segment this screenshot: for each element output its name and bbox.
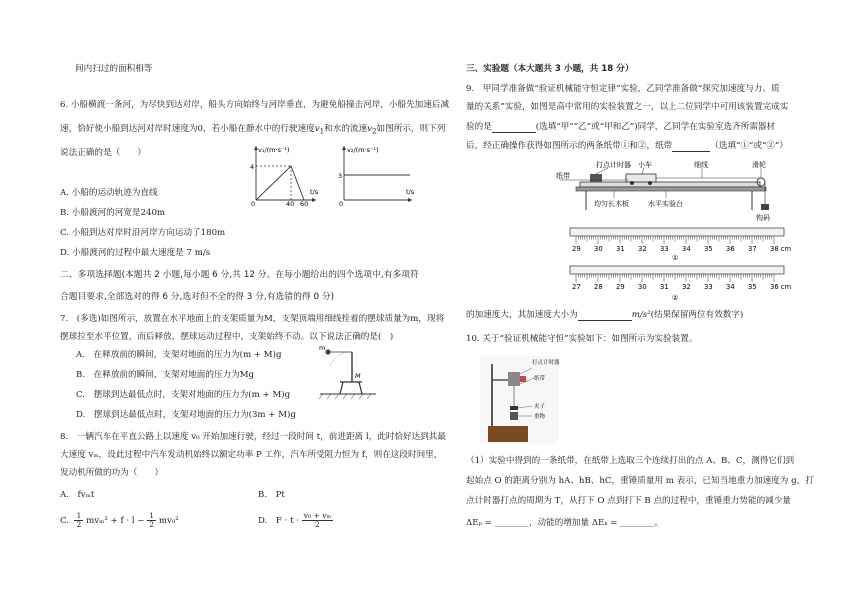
ruler2-label: ②: [672, 294, 679, 302]
section2-line2: 合题目要求,全部选对的得 6 分,选对但不全的得 3 分,有选错的得 0 分): [60, 292, 335, 302]
q7-fig-m-label: m: [319, 344, 326, 352]
q8-option-d: D. F · t · $\frac{\text{v₀ + vₘ}}{2}$: [258, 511, 332, 529]
intro-line: 间内扫过的面积相等: [75, 64, 153, 74]
ruler-tick-label: 28: [594, 283, 603, 291]
ruler-tick-label: 35: [748, 283, 757, 291]
q7-stem-line1: 7. (多选)如图所示，放置在水平地面上的支架质量为M，支架顶端用细线拴着的摆球质量为m，现将: [60, 314, 445, 324]
q10-fig-timer: 打点计时器: [532, 360, 560, 366]
q8-c-frac2: $\frac{1}{2}$: [149, 511, 155, 529]
ruler1-label: ①: [672, 254, 679, 262]
q10-apparatus-figure: [480, 356, 558, 444]
label-pulley: 滑轮: [752, 161, 766, 169]
ruler-tick-label: 30: [638, 283, 647, 291]
ruler-tick-label: 34: [682, 245, 691, 253]
section3-title: 三、实验题（本大题共 3 小题，共 18 分）: [466, 64, 634, 74]
graph1-tick-y: 4: [250, 163, 255, 171]
graph2-tick-y: 3: [338, 172, 343, 180]
q9-line5: 的加速度大，其加速度大小为 m/s²(结果保留两位有效数字): [466, 310, 744, 320]
ruler-tick-label: 35: [704, 245, 713, 253]
q6-option-c: C. 小船到达对岸时沿河岸方向运动了180m: [60, 228, 226, 238]
q9-blank-1[interactable]: [492, 123, 536, 133]
q7-option-b: B. 在释放前的瞬间，支架对地面的压力为Mg: [76, 370, 255, 380]
q6-stem-line3: 说法正确的是（ ）: [60, 148, 146, 158]
q6-option-b: B. 小船渡河的河宽是240m: [60, 208, 166, 218]
q9-ruler-1: [568, 226, 792, 262]
ruler-tick-label: 31: [660, 283, 669, 291]
q9-blank-2[interactable]: [672, 142, 710, 152]
q8-stem-line2: 大速度 vₘ，设此过程中汽车发动机始终以额定功率 P 工作，汽车所受阻力恒为 f，则在这段时间里，: [60, 450, 443, 460]
graph1-tick-o: 0: [251, 200, 256, 208]
section2-title: 二、多项选择题(本题共 2 小题,每小题 6 分,共 12 分。在每小题给出的四个选项中,有多项符: [60, 270, 419, 280]
q8-c-frac1: $\frac{1}{2}$: [76, 511, 82, 529]
q10-para-1: （1）实验中得到的一条纸带，在纸带上选取三个连续打出的点 A、B、C，测得它们到: [466, 456, 795, 466]
label-timer: 打点计时器: [596, 161, 631, 169]
q6-stem-line1: 6. 小船横渡一条河，为尽快到达对岸，船头方向始终与河岸垂直，为避免船撞击河岸，小船先加速后减: [60, 100, 450, 110]
ruler-tick-label: 31: [616, 245, 625, 253]
graph2-xlabel: t/s: [406, 188, 415, 196]
graph1-xlabel: t/s: [310, 188, 319, 196]
ruler-tick-label: 32: [638, 245, 647, 253]
q10-para-3: 点计时器打点的周期为 T，从打下 O 点到打下 B 点的过程中，重锤重力势能的减少量: [466, 496, 791, 506]
q10-line1: 10. 关于“验证机械能守恒”实验如下：如图所示为实验装置。: [466, 334, 698, 344]
graph1-ylabel: v₁/(m·s⁻¹): [258, 146, 290, 154]
label-board: 均匀长木板: [594, 200, 629, 208]
q6-graph-v1: [236, 142, 318, 206]
graph2-ylabel: v₂/(m·s⁻¹): [347, 146, 379, 154]
graph1-tick-x1: 40: [286, 200, 295, 208]
ruler-tick-label: 33: [660, 245, 669, 253]
label-weight: 钩码: [756, 214, 770, 222]
q10-para-4: ΔEₚ = ________，动能的增加量 ΔEₖ = ________。: [466, 518, 664, 528]
q9-line3: 验的是 (选填“甲”“乙”或“甲和乙”)同学，乙同学在实验室选齐所需器材: [466, 122, 776, 132]
ruler-tick-label: 33: [704, 283, 713, 291]
q8-option-a: A. fvₘt: [60, 490, 95, 500]
q7-option-a: A. 在释放前的瞬间，支架对地面的压力为(m + M)g: [76, 350, 282, 360]
graph2-tick-o: 0: [339, 200, 344, 208]
q8-stem-line1: 8. 一辆汽车在平直公路上以速度 v₀ 开始加速行驶，经过一段时间 t，前进距离 l，此时恰好达到其最: [60, 432, 446, 442]
q9-ruler-2: [568, 264, 792, 304]
label-thread: 细线: [694, 161, 708, 169]
q7-fig-M-label: M: [355, 372, 361, 380]
q9-line1: 9. 甲同学准备做“验证机械能守恒定律”实验，乙同学准备做“探究加速度与力、质: [466, 84, 780, 94]
q9-line4: 后，经正确操作获得如图所示的两条纸带①和②，纸带 （选填“①”或“②”）: [466, 141, 788, 151]
q8-d-frac: $\frac{\text{v₀ + vₘ}}{2}$: [303, 511, 332, 529]
ruler-tick-label: 29: [572, 245, 581, 253]
ruler-tick-label: 36: [726, 245, 735, 253]
q10-fig-clip: 夹子: [534, 404, 546, 410]
q7-stem-line2: 摆球拉至水平位置，而后释放，摆球运动过程中，支架始终不动。以下说法正确的是( ): [60, 332, 394, 342]
ruler-tick-label: 29: [616, 283, 625, 291]
q6-graph-v2: [334, 142, 416, 206]
label-cart: 小车: [638, 161, 652, 169]
q8-stem-line3: 发动机所做的功为（ ）: [60, 468, 164, 478]
q9-apparatus-figure: [556, 160, 786, 224]
q7-option-d: D. 摆球到达最低点时，支架对地面的压力为(3m + M)g: [76, 410, 296, 420]
q10-para-2: 起始点 O 的距离分别为 hA、hB、hC，重锤质量用 m 表示，已知当地重力加速度为 g，打: [466, 476, 814, 486]
ruler-tick-label: 30: [594, 245, 603, 253]
graph1-tick-x2: 60: [300, 200, 309, 208]
q10-fig-tape: 纸带: [534, 376, 546, 382]
q8-option-b: B. Pt: [258, 490, 285, 500]
ruler-tick-label: 34: [726, 283, 735, 291]
q6-stem-line2: 速，恰好使小船到达河对岸时速度为0，若小船在静水中的行驶速度$v_1$和水的流速$v_2$如图所示，则下列: [60, 124, 446, 136]
label-tape: 纸带: [556, 172, 570, 180]
q8-option-c: C. $\frac{1}{2}$ mvₘ² + f · l − $\frac{1}{2}$ mv₀²: [60, 511, 179, 529]
ruler-tick-label: 38 cm: [770, 245, 792, 253]
ruler-tick-label: 36 cm: [770, 283, 792, 291]
q10-fig-weight: 重物: [534, 414, 546, 420]
ruler-tick-label: 37: [748, 245, 757, 253]
q9-blank-3[interactable]: [578, 311, 632, 321]
label-table: 水平实验台: [648, 200, 683, 208]
q9-line2: 量的关系”实验，如图是高中常用的实验装置之一，以上二位同学中可用该装置完成实: [466, 102, 789, 112]
q6-option-d: D. 小船渡河的过程中最大速度是 7 m/s: [60, 248, 211, 258]
q7-pendulum-figure: [318, 342, 378, 400]
ruler-tick-label: 27: [572, 283, 581, 291]
q6-option-a: A. 小船的运动轨迹为直线: [60, 188, 158, 198]
q7-option-c: C. 摆球到达最低点时，支架对地面的压力为(m + M)g: [76, 390, 291, 400]
ruler-tick-label: 32: [682, 283, 691, 291]
